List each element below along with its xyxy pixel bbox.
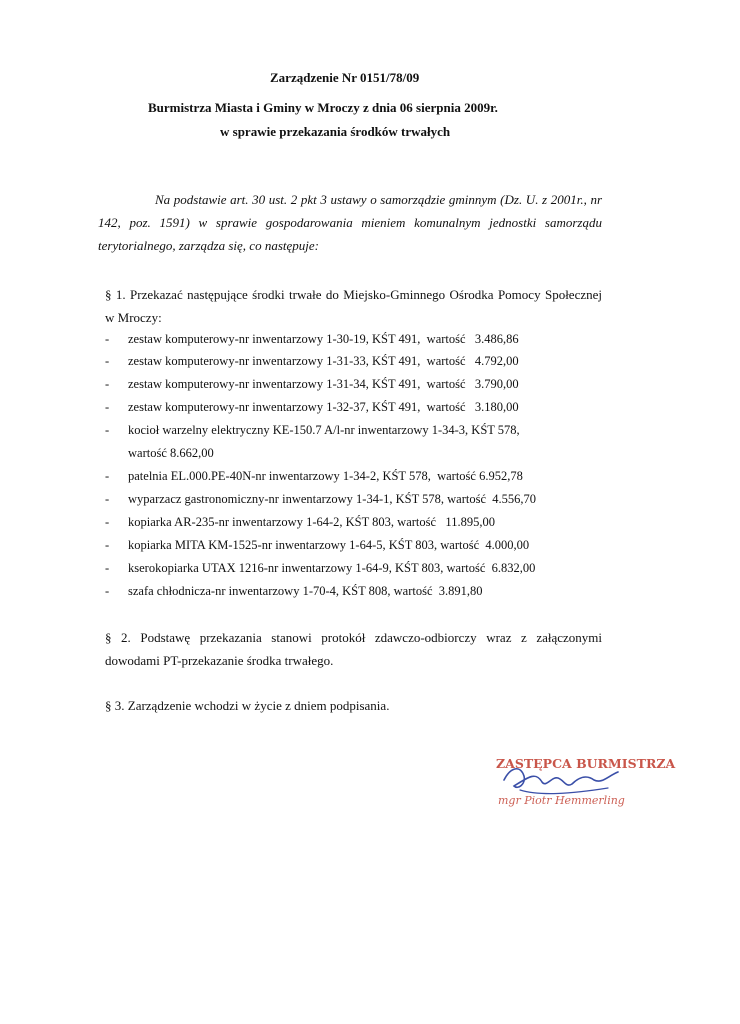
- document-subtitle: Burmistrza Miasta i Gminy w Mroczy z dnia 06 sierpnia 2009r.: [148, 100, 498, 115]
- list-item: - kocioł warzelny elektryczny KE-150.7 A/l-nr inwentarzowy 1-34-3, KŚT 578, wartość 8.662,00: [105, 423, 520, 460]
- document-page: Zarządzenie Nr 0151/78/09 Burmistrza Miasta i Gminy w Mroczy z dnia 06 sierpnia 2009r. w sprawie przekazania środków trwałych Na podstawie art. 30 ust. 2 pkt 3 ustawy o samorządzie gminnym (Dz. U. z 2001r., nr 142, poz. 1591) w sprawie gospodarowania mieniem komunalnym jednostki samorządu terytorialnego, zarządza się, co następuje: § 1. Przekazać następujące środki trwałe do Miejsko-Gminnego Ośrodka Pomocy Społecznej w Mroczy: - zestaw komputerowy-nr inwentarzowy 1-30-19, KŚT 491, wartość 3.486,86 - zestaw komputerowy-nr inwentarzowy 1-31-33, KŚT 491, wartość 4.792,00 - zestaw komputerowy-nr inwentarzowy 1-31-34, KŚT 491, wartość 3.790,00 - zestaw komputerowy-nr inwentarzowy 1-32-37, KŚT 491, wartość 3.180,00 - kocioł warzelny elektryczny KE-150.7 A/l-nr inwentarzowy 1-34-3, KŚT 578, wartość 8.662,00 - patelnia EL.000.PE-40N-nr inwentarzowy 1-34-2, KŚT 578, wartość 6.952,78 - wyparzacz gastronomiczny-nr inwentarzowy 1-34-1, KŚT 578, wartość 4.556,70 - kopiarka AR-235-nr inwentarzowy 1-64-2, KŚT 803, wartość 11.895,00 - kopiarka MITA KM-1525-nr inwentarzowy 1-64-5, KŚT 803, wartość 4.000,00 - kserokopiarka UTAX 1216-nr inwentarzowy 1-64-9, KŚT 803, wartość 6.832,00 - szafa chłodnicza-nr inwentarzowy 1-70-4, KŚT 808, wartość 3.891,80 § 2. Podstawę przekazania stanowi protokół zdawczo-odbiorczy wraz z załączonymi dowodami PT-przekazanie środka trwałego. § 3. Zarządzenie wchodzi w życie z dniem podpisania. ZASTĘPCA BURMISTRZA mgr Piotr Hemmerling: [0, 0, 740, 1024]
- section-1-text: § 1. Przekazać następujące środki trwałe do Miejsko-Gminnego Ośrodka Pomocy Społecznej w Mroczy:: [105, 287, 602, 325]
- signature-stamp-graphic: [490, 746, 676, 816]
- signature-stamp: [490, 746, 676, 816]
- section-2-text: § 2. Podstawę przekazania stanowi protokół zdawczo-odbiorczy wraz z załączonymi dowodami PT-przekazanie środka trwałego.: [105, 630, 602, 668]
- signature-underline: [520, 788, 608, 794]
- document-title: Zarządzenie Nr 0151/78/09: [270, 70, 420, 85]
- handwritten-signature: [504, 769, 618, 788]
- document-subject: w sprawie przekazania środków trwałych: [220, 124, 451, 139]
- stamp-line-2: mgr Piotr Hemmerling: [498, 794, 625, 807]
- stamp-line-1: ZASTĘPCA BURMISTRZA: [496, 756, 676, 771]
- section-3-text: § 3. Zarządzenie wchodzi w życie z dniem podpisania.: [105, 698, 390, 713]
- legal-basis-paragraph: Na podstawie art. 30 ust. 2 pkt 3 ustawy o samorządzie gminnym (Dz. U. z 2001r., nr 142, poz. 1591) w sprawie gospodarowania mieniem komunalnym jednostki samorządu terytorialnego, zarządza się, co następuje:: [98, 192, 602, 253]
